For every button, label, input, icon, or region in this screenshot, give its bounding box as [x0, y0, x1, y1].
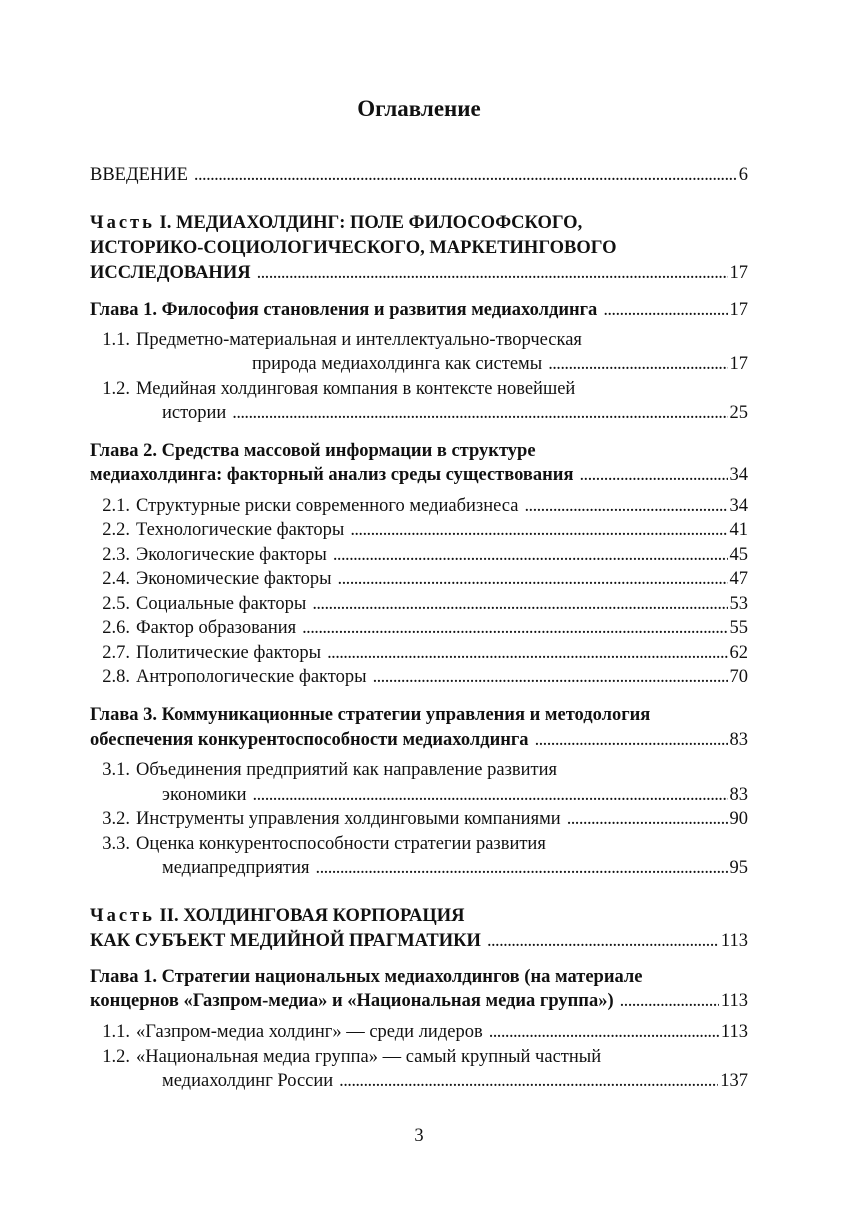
part1-heading-line2: ИСТОРИКО-СОЦИОЛОГИЧЕСКОГО, МАРКЕТИНГОВОГО — [90, 238, 617, 258]
page-number: 34 — [729, 496, 748, 516]
leader-dots — [350, 519, 727, 541]
toc-entry-part2[interactable]: КАК СУБЪЕКТ МЕДИЙНОЙ ПРАГМАТИКИ . . . 113 — [90, 930, 748, 952]
page-number: 25 — [729, 403, 748, 423]
leader-dots — [603, 299, 727, 321]
page-number: 70 — [729, 667, 748, 687]
page-title: Оглавление — [357, 96, 481, 121]
leader-dots — [567, 808, 728, 830]
toc-entry-section-1-1[interactable]: природа медиахолдинга как системы . . . 17 — [252, 353, 748, 375]
leader-dots — [620, 990, 719, 1012]
leader-dots — [373, 666, 728, 688]
leader-dots — [257, 262, 728, 284]
toc-entry-introduction[interactable]: ВВЕДЕНИЕ . . . 6 — [90, 164, 748, 186]
leader-dots — [579, 464, 727, 486]
page-number: 113 — [720, 991, 748, 1011]
toc-entry-chapter1[interactable]: Глава 1. Философия становления и развития медиахолдинга . . . 17 — [90, 299, 748, 321]
toc-entry-section-1-2[interactable]: истории . . . 25 — [162, 402, 748, 424]
page-number: 6 — [738, 165, 748, 185]
part2-heading-line1: Часть II. ХОЛДИНГОВАЯ КОРПОРАЦИЯ — [90, 906, 465, 926]
toc-entry-part2-section-1-2[interactable]: медиахолдинг России . . . 137 — [162, 1070, 748, 1092]
part1-heading-line1: Часть I. МЕДИАХОЛДИНГ: ПОЛЕ ФИЛОСОФСКОГО, — [90, 213, 583, 233]
leader-dots — [302, 617, 727, 639]
toc-entry-part2-chapter1[interactable]: концернов «Газпром-медиа» и «Национальная медиа группа») . . . 113 — [90, 990, 748, 1012]
page-number: 41 — [729, 520, 748, 540]
chapter2-title-line1: Глава 2. Средства массовой информации в структуре — [90, 441, 536, 461]
page-number: 90 — [729, 809, 748, 829]
toc-entry-chapter2[interactable]: медиахолдинга: факторный анализ среды существования . . . 34 — [90, 464, 748, 486]
page-number: 17 — [729, 300, 748, 320]
leader-dots — [316, 857, 728, 879]
page-number: 45 — [729, 545, 748, 565]
page-number: 113 — [720, 1022, 748, 1042]
leader-dots — [524, 495, 727, 517]
toc-entry-part1[interactable]: ИССЛЕДОВАНИЯ . . . 17 — [90, 262, 748, 284]
page-number: 55 — [729, 618, 748, 638]
leader-dots — [253, 784, 728, 806]
part2-chapter1-title-line1: Глава 1. Стратегии национальных медиахолдингов (на материале — [90, 967, 643, 987]
toc-entry-section-3-1[interactable]: экономики . . . 83 — [162, 784, 748, 806]
page-number: 95 — [729, 858, 748, 878]
page-number: 53 — [729, 594, 748, 614]
page-number: 17 — [729, 354, 748, 374]
leader-dots — [548, 353, 727, 375]
leader-dots — [232, 402, 727, 424]
chapter3-title-line1: Глава 3. Коммуникационные стратегии управления и методология — [90, 705, 651, 725]
page-number: 83 — [729, 785, 748, 805]
page-number: 34 — [729, 465, 748, 485]
page-number: 137 — [720, 1071, 748, 1091]
leader-dots — [312, 593, 727, 615]
toc-entry-section-3-3[interactable]: медиапредприятия . . . 95 — [162, 857, 748, 879]
toc-entry-chapter3[interactable]: обеспечения конкурентоспособности медиахолдинга . . . 83 — [90, 729, 748, 751]
leader-dots — [194, 164, 737, 186]
leader-dots — [333, 544, 728, 566]
page-folio-number: 3 — [414, 1126, 424, 1146]
page-number: 62 — [729, 643, 748, 663]
page-number: 47 — [729, 569, 748, 589]
leader-dots — [489, 1021, 719, 1043]
leader-dots — [327, 642, 727, 664]
page-number: 17 — [729, 263, 748, 283]
page-number: 83 — [729, 730, 748, 750]
leader-dots — [487, 930, 719, 952]
page-number: 113 — [720, 931, 748, 951]
leader-dots — [535, 729, 728, 751]
leader-dots — [339, 1070, 718, 1092]
leader-dots — [338, 568, 728, 590]
